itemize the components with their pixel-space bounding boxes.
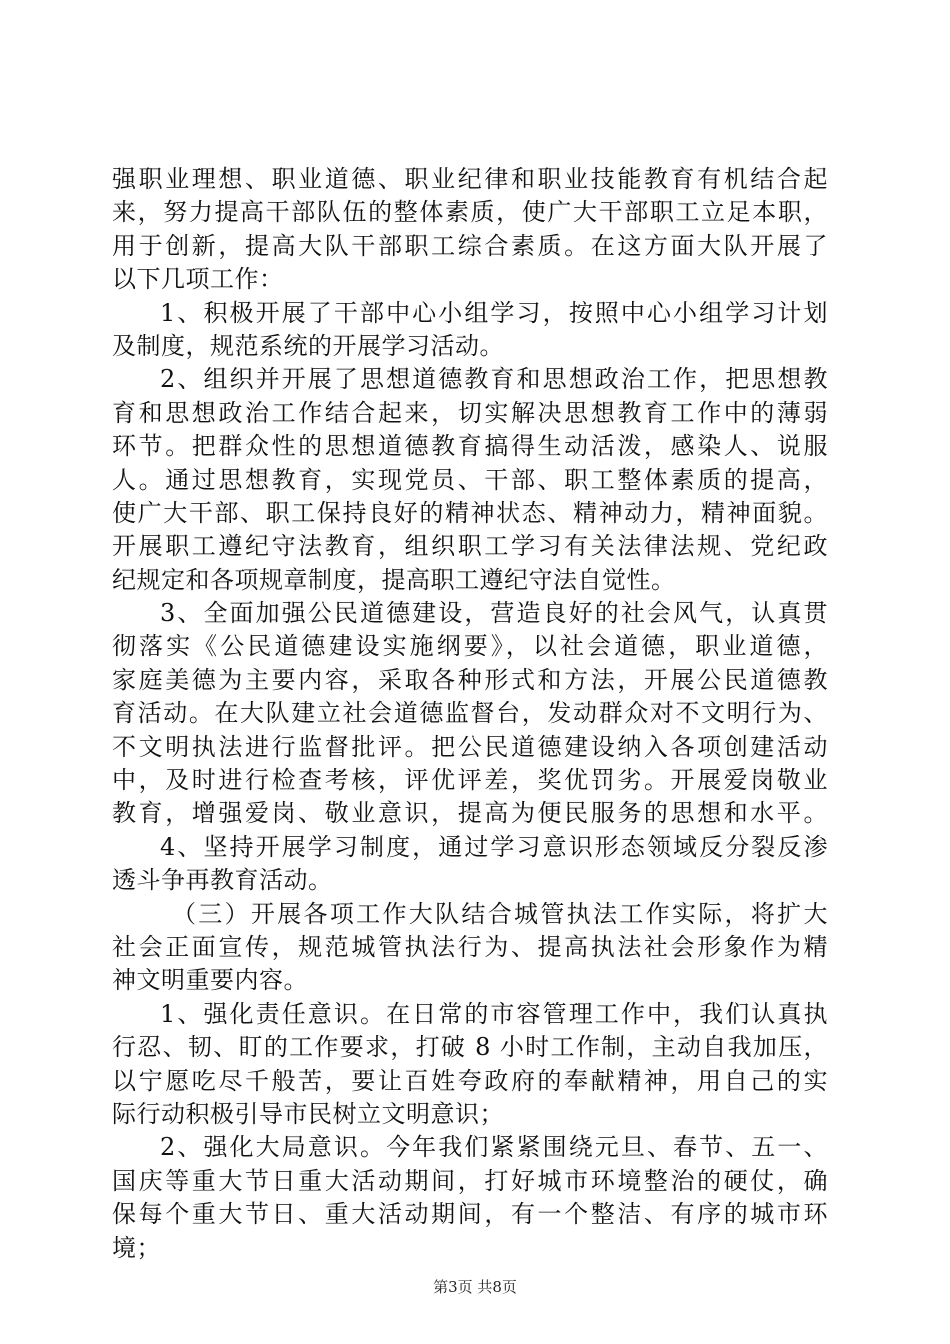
text-line: 教育，增强爱岗、敬业意识，提高为便民服务的思想和水平。 xyxy=(112,799,828,828)
text-line: 境； xyxy=(112,1233,161,1262)
text-line: 育活动。在大队建立社会道德监督台，发动群众对不文明行为、 xyxy=(112,699,828,728)
body-text xyxy=(112,163,828,1265)
text-line: 社会正面宣传，规范城管执法行为、提高执法社会形象作为精 xyxy=(112,932,828,961)
text-line: 4、坚持开展学习制度，通过学习意识形态领域反分裂反渗 xyxy=(160,832,828,861)
text-line: 纪规定和各项规章制度，提高职工遵纪守法自觉性。 xyxy=(112,565,676,594)
text-line: 开展职工遵纪守法教育，组织职工学习有关法律法规、党纪政 xyxy=(112,532,828,561)
text-line: 1、强化责任意识。在日常的市容管理工作中，我们认真执 xyxy=(160,999,828,1028)
text-line: （三）开展各项工作大队结合城管执法工作实际，将扩大 xyxy=(172,899,828,928)
text-line: 际行动积极引导市民树立文明意识； xyxy=(112,1099,504,1128)
text-line: 强职业理想、职业道德、职业纪律和职业技能教育有机结合起 xyxy=(112,165,828,193)
text-line: 1、积极开展了干部中心小组学习，按照中心小组学习计划 xyxy=(160,298,828,327)
text-line: 3、全面加强公民道德建设，营造良好的社会风气，认真贯 xyxy=(160,599,828,628)
text-line: 使广大干部、职工保持良好的精神状态、精神动力，精神面貌。 xyxy=(112,498,828,527)
page-number-footer: 第3页 共8页 xyxy=(433,1278,517,1296)
text-line: 用于创新，提高大队干部职工综合素质。在这方面大队开展了 xyxy=(112,231,828,260)
text-line: 透斗争再教育活动。 xyxy=(112,866,333,895)
text-line: 中，及时进行检查考核，评优评差，奖优罚劣。开展爱岗敬业 xyxy=(112,766,828,795)
text-line: 彻落实《公民道德建设实施纲要》，以社会道德，职业道德， xyxy=(112,632,828,661)
text-line: 环节。把群众性的思想道德教育搞得生动活泼，感染人、说服 xyxy=(112,432,828,461)
text-line: 神文明重要内容。 xyxy=(112,966,308,995)
text-line: 2、组织并开展了思想道德教育和思想政治工作，把思想教 xyxy=(160,365,828,394)
text-line: 不文明执法进行监督批评。把公民道德建设纳入各项创建活动 xyxy=(112,732,828,761)
text-line: 以宁愿吃尽千般苦，要让百姓夸政府的奉献精神，用自己的实 xyxy=(112,1066,828,1095)
text-line: 保每个重大节日、重大活动期间，有一个整洁、有序的城市环 xyxy=(112,1200,828,1229)
text-line: 2、强化大局意识。今年我们紧紧围绕元旦、春节、五一、 xyxy=(160,1133,828,1162)
text-line: 育和思想政治工作结合起来，切实解决思想教育工作中的薄弱 xyxy=(112,398,828,427)
text-line: 及制度，规范系统的开展学习活动。 xyxy=(112,331,504,360)
text-line: 行忍、韧、盯的工作要求，打破 8 小时工作制，主动自我加压， xyxy=(112,1033,828,1062)
text-line: 人。通过思想教育，实现党员、干部、职工整体素质的提高， xyxy=(112,465,828,494)
text-line: 以下几项工作： xyxy=(112,265,284,294)
text-line: 国庆等重大节日重大活动期间，打好城市环境整治的硬仗，确 xyxy=(112,1166,828,1195)
text-line: 来，努力提高干部队伍的整体素质，使广大干部职工立足本职， xyxy=(112,198,828,227)
text-line: 家庭美德为主要内容，采取各种形式和方法，开展公民道德教 xyxy=(112,665,828,694)
